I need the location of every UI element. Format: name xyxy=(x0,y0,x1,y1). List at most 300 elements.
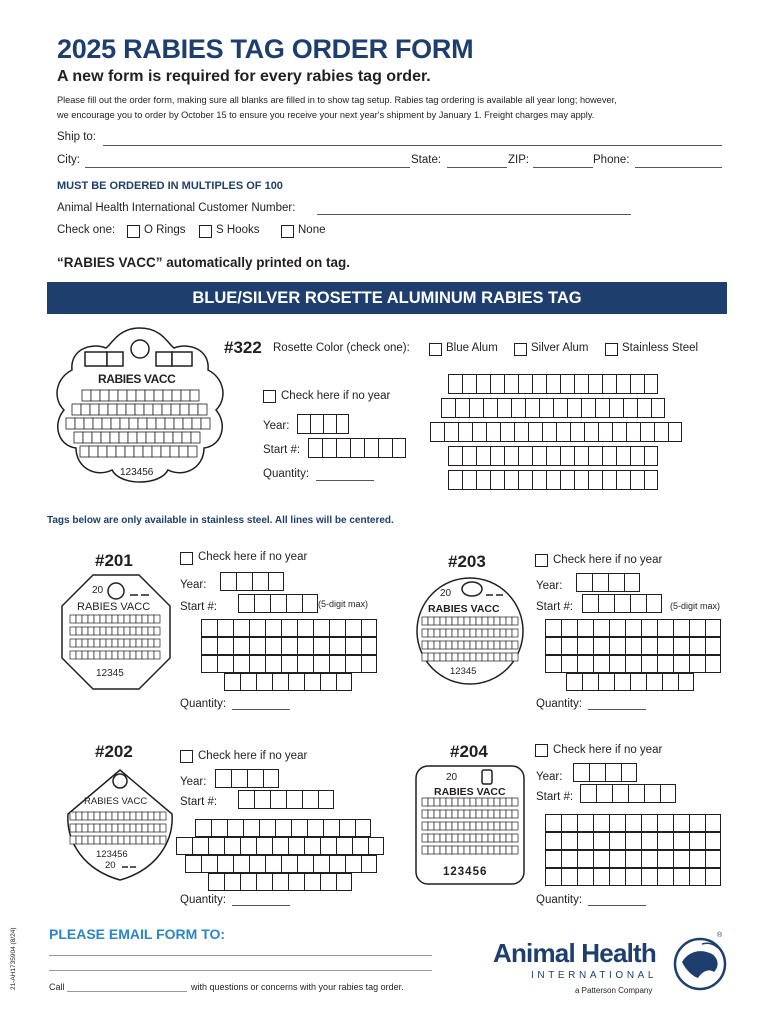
char-box[interactable] xyxy=(577,655,593,673)
tag-204-no-year-checkbox[interactable] xyxy=(535,744,548,757)
char-box[interactable] xyxy=(322,438,336,458)
tag-322-quantity-field[interactable] xyxy=(316,480,374,481)
char-box[interactable] xyxy=(320,837,336,855)
char-box[interactable] xyxy=(602,470,616,490)
char-box[interactable] xyxy=(249,855,265,873)
char-box[interactable] xyxy=(573,763,589,782)
char-box[interactable] xyxy=(542,422,556,442)
state-field[interactable] xyxy=(447,167,507,168)
char-box[interactable] xyxy=(476,374,490,394)
phone-field[interactable] xyxy=(635,167,722,168)
char-box[interactable] xyxy=(532,446,546,466)
tag-203-quantity-field[interactable] xyxy=(588,709,646,710)
char-box[interactable] xyxy=(556,422,570,442)
tag-201-year-boxes[interactable] xyxy=(220,572,284,591)
customer-number-field[interactable] xyxy=(317,214,631,215)
tag-202-no-year-checkbox[interactable] xyxy=(180,750,193,763)
char-box[interactable] xyxy=(545,619,561,637)
char-box[interactable] xyxy=(616,446,630,466)
char-box[interactable] xyxy=(546,470,560,490)
char-box[interactable] xyxy=(689,868,705,886)
s-hooks-checkbox[interactable] xyxy=(199,225,212,238)
char-box[interactable] xyxy=(462,374,476,394)
char-box[interactable] xyxy=(323,414,336,434)
char-box[interactable] xyxy=(238,594,254,613)
tag-203-line-4-boxes[interactable] xyxy=(566,673,694,691)
char-box[interactable] xyxy=(217,619,233,637)
char-box[interactable] xyxy=(641,868,657,886)
char-box[interactable] xyxy=(609,655,625,673)
char-box[interactable] xyxy=(458,422,472,442)
email-field-1[interactable] xyxy=(49,955,432,956)
char-box[interactable] xyxy=(500,422,514,442)
tag-203-start-boxes[interactable] xyxy=(582,594,662,613)
char-box[interactable] xyxy=(272,673,288,691)
tag-202-line-3-boxes[interactable] xyxy=(185,855,377,873)
char-box[interactable] xyxy=(560,470,574,490)
char-box[interactable] xyxy=(644,374,658,394)
char-box[interactable] xyxy=(641,850,657,868)
char-box[interactable] xyxy=(339,819,355,837)
char-box[interactable] xyxy=(651,398,665,418)
char-box[interactable] xyxy=(486,422,500,442)
char-box[interactable] xyxy=(577,832,593,850)
tag-203-line-3-boxes[interactable] xyxy=(545,655,721,673)
char-box[interactable] xyxy=(644,446,658,466)
char-box[interactable] xyxy=(310,414,323,434)
char-box[interactable] xyxy=(705,637,721,655)
zip-field[interactable] xyxy=(533,167,593,168)
char-box[interactable] xyxy=(281,655,297,673)
char-box[interactable] xyxy=(657,814,673,832)
char-box[interactable] xyxy=(561,655,577,673)
char-box[interactable] xyxy=(612,784,628,803)
char-box[interactable] xyxy=(336,414,349,434)
tag-201-line-4-boxes[interactable] xyxy=(224,673,352,691)
char-box[interactable] xyxy=(511,398,525,418)
char-box[interactable] xyxy=(265,637,281,655)
o-rings-checkbox[interactable] xyxy=(127,225,140,238)
char-box[interactable] xyxy=(582,673,598,691)
char-box[interactable] xyxy=(201,619,217,637)
char-box[interactable] xyxy=(673,637,689,655)
char-box[interactable] xyxy=(345,855,361,873)
char-box[interactable] xyxy=(270,594,286,613)
char-box[interactable] xyxy=(313,637,329,655)
char-box[interactable] xyxy=(609,398,623,418)
char-box[interactable] xyxy=(243,819,259,837)
char-box[interactable] xyxy=(577,850,593,868)
blue-alum-checkbox[interactable] xyxy=(429,343,442,356)
char-box[interactable] xyxy=(224,673,240,691)
tag-322-line-3-boxes[interactable] xyxy=(430,422,682,442)
char-box[interactable] xyxy=(313,855,329,873)
tag-201-line-2-boxes[interactable] xyxy=(201,637,377,655)
tag-204-quantity-field[interactable] xyxy=(588,905,646,906)
char-box[interactable] xyxy=(350,438,364,458)
char-box[interactable] xyxy=(490,470,504,490)
char-box[interactable] xyxy=(297,414,310,434)
char-box[interactable] xyxy=(705,655,721,673)
char-box[interactable] xyxy=(705,868,721,886)
char-box[interactable] xyxy=(673,868,689,886)
char-box[interactable] xyxy=(561,832,577,850)
char-box[interactable] xyxy=(592,573,608,592)
char-box[interactable] xyxy=(689,814,705,832)
tag-322-line-2-boxes[interactable] xyxy=(441,398,665,418)
char-box[interactable] xyxy=(614,673,630,691)
char-box[interactable] xyxy=(247,769,263,788)
char-box[interactable] xyxy=(318,790,334,809)
char-box[interactable] xyxy=(553,398,567,418)
char-box[interactable] xyxy=(588,470,602,490)
char-box[interactable] xyxy=(577,814,593,832)
char-box[interactable] xyxy=(628,784,644,803)
tag-322-line-5-boxes[interactable] xyxy=(448,470,658,490)
char-box[interactable] xyxy=(641,655,657,673)
char-box[interactable] xyxy=(288,673,304,691)
char-box[interactable] xyxy=(561,637,577,655)
char-box[interactable] xyxy=(430,422,444,442)
char-box[interactable] xyxy=(612,422,626,442)
char-box[interactable] xyxy=(609,814,625,832)
char-box[interactable] xyxy=(595,398,609,418)
tag-322-start-boxes[interactable] xyxy=(308,438,406,458)
char-box[interactable] xyxy=(678,673,694,691)
char-box[interactable] xyxy=(560,446,574,466)
char-box[interactable] xyxy=(240,873,256,891)
char-box[interactable] xyxy=(566,673,582,691)
char-box[interactable] xyxy=(609,637,625,655)
char-box[interactable] xyxy=(625,814,641,832)
char-box[interactable] xyxy=(593,868,609,886)
char-box[interactable] xyxy=(323,819,339,837)
char-box[interactable] xyxy=(455,398,469,418)
char-box[interactable] xyxy=(673,850,689,868)
char-box[interactable] xyxy=(441,398,455,418)
tag-322-year-boxes[interactable] xyxy=(297,414,349,434)
char-box[interactable] xyxy=(644,470,658,490)
char-box[interactable] xyxy=(224,873,240,891)
char-box[interactable] xyxy=(286,594,302,613)
char-box[interactable] xyxy=(608,573,624,592)
char-box[interactable] xyxy=(588,374,602,394)
char-box[interactable] xyxy=(630,673,646,691)
tag-204-line-3-boxes[interactable] xyxy=(545,850,721,868)
char-box[interactable] xyxy=(518,374,532,394)
char-box[interactable] xyxy=(546,374,560,394)
char-box[interactable] xyxy=(233,619,249,637)
char-box[interactable] xyxy=(272,873,288,891)
char-box[interactable] xyxy=(630,470,644,490)
char-box[interactable] xyxy=(545,868,561,886)
char-box[interactable] xyxy=(616,374,630,394)
char-box[interactable] xyxy=(211,819,227,837)
char-box[interactable] xyxy=(233,637,249,655)
char-box[interactable] xyxy=(574,374,588,394)
char-box[interactable] xyxy=(657,655,673,673)
char-box[interactable] xyxy=(448,446,462,466)
char-box[interactable] xyxy=(256,837,272,855)
char-box[interactable] xyxy=(689,850,705,868)
char-box[interactable] xyxy=(265,655,281,673)
char-box[interactable] xyxy=(462,470,476,490)
char-box[interactable] xyxy=(598,673,614,691)
char-box[interactable] xyxy=(581,398,595,418)
char-box[interactable] xyxy=(593,832,609,850)
char-box[interactable] xyxy=(705,814,721,832)
char-box[interactable] xyxy=(689,637,705,655)
char-box[interactable] xyxy=(227,819,243,837)
char-box[interactable] xyxy=(238,790,254,809)
char-box[interactable] xyxy=(275,819,291,837)
char-box[interactable] xyxy=(240,837,256,855)
char-box[interactable] xyxy=(281,855,297,873)
char-box[interactable] xyxy=(192,837,208,855)
char-box[interactable] xyxy=(570,422,584,442)
char-box[interactable] xyxy=(281,619,297,637)
char-box[interactable] xyxy=(593,814,609,832)
char-box[interactable] xyxy=(302,594,318,613)
char-box[interactable] xyxy=(657,832,673,850)
char-box[interactable] xyxy=(621,763,637,782)
char-box[interactable] xyxy=(625,850,641,868)
char-box[interactable] xyxy=(582,594,598,613)
char-box[interactable] xyxy=(596,784,612,803)
char-box[interactable] xyxy=(584,422,598,442)
char-box[interactable] xyxy=(448,470,462,490)
char-box[interactable] xyxy=(249,619,265,637)
char-box[interactable] xyxy=(673,655,689,673)
tag-203-line-2-boxes[interactable] xyxy=(545,637,721,655)
char-box[interactable] xyxy=(256,873,272,891)
char-box[interactable] xyxy=(256,673,272,691)
char-box[interactable] xyxy=(545,637,561,655)
char-box[interactable] xyxy=(448,374,462,394)
char-box[interactable] xyxy=(518,446,532,466)
char-box[interactable] xyxy=(602,446,616,466)
char-box[interactable] xyxy=(313,655,329,673)
char-box[interactable] xyxy=(254,790,270,809)
tag-201-start-boxes[interactable] xyxy=(238,594,318,613)
char-box[interactable] xyxy=(605,763,621,782)
char-box[interactable] xyxy=(577,868,593,886)
char-box[interactable] xyxy=(329,637,345,655)
char-box[interactable] xyxy=(641,637,657,655)
tag-203-no-year-checkbox[interactable] xyxy=(535,554,548,567)
tag-322-no-year-checkbox[interactable] xyxy=(263,390,276,403)
city-field[interactable] xyxy=(85,167,410,168)
char-box[interactable] xyxy=(361,619,377,637)
char-box[interactable] xyxy=(392,438,406,458)
char-box[interactable] xyxy=(336,837,352,855)
char-box[interactable] xyxy=(673,814,689,832)
char-box[interactable] xyxy=(560,374,574,394)
char-box[interactable] xyxy=(288,873,304,891)
char-box[interactable] xyxy=(201,637,217,655)
char-box[interactable] xyxy=(593,850,609,868)
char-box[interactable] xyxy=(514,422,528,442)
char-box[interactable] xyxy=(630,446,644,466)
tag-201-line-3-boxes[interactable] xyxy=(201,655,377,673)
char-box[interactable] xyxy=(625,637,641,655)
char-box[interactable] xyxy=(625,832,641,850)
char-box[interactable] xyxy=(593,619,609,637)
char-box[interactable] xyxy=(532,470,546,490)
char-box[interactable] xyxy=(580,784,596,803)
tag-203-year-boxes[interactable] xyxy=(576,573,640,592)
char-box[interactable] xyxy=(329,855,345,873)
tag-202-line-1-boxes[interactable] xyxy=(195,819,371,837)
char-box[interactable] xyxy=(528,422,542,442)
char-box[interactable] xyxy=(352,837,368,855)
char-box[interactable] xyxy=(313,619,329,637)
tag-201-quantity-field[interactable] xyxy=(232,709,290,710)
char-box[interactable] xyxy=(644,784,660,803)
char-box[interactable] xyxy=(265,855,281,873)
char-box[interactable] xyxy=(217,855,233,873)
char-box[interactable] xyxy=(657,637,673,655)
char-box[interactable] xyxy=(217,655,233,673)
char-box[interactable] xyxy=(259,819,275,837)
char-box[interactable] xyxy=(657,850,673,868)
char-box[interactable] xyxy=(689,832,705,850)
char-box[interactable] xyxy=(288,837,304,855)
char-box[interactable] xyxy=(220,572,236,591)
char-box[interactable] xyxy=(345,655,361,673)
char-box[interactable] xyxy=(598,594,614,613)
char-box[interactable] xyxy=(236,572,252,591)
char-box[interactable] xyxy=(355,819,371,837)
char-box[interactable] xyxy=(233,655,249,673)
char-box[interactable] xyxy=(641,814,657,832)
char-box[interactable] xyxy=(705,619,721,637)
char-box[interactable] xyxy=(625,868,641,886)
char-box[interactable] xyxy=(641,619,657,637)
char-box[interactable] xyxy=(249,655,265,673)
char-box[interactable] xyxy=(689,619,705,637)
tag-204-start-boxes[interactable] xyxy=(580,784,676,803)
tag-202-line-4-boxes[interactable] xyxy=(208,873,352,891)
char-box[interactable] xyxy=(574,446,588,466)
char-box[interactable] xyxy=(444,422,458,442)
tag-204-line-2-boxes[interactable] xyxy=(545,832,721,850)
char-box[interactable] xyxy=(270,790,286,809)
char-box[interactable] xyxy=(185,855,201,873)
char-box[interactable] xyxy=(252,572,268,591)
char-box[interactable] xyxy=(525,398,539,418)
char-box[interactable] xyxy=(654,422,668,442)
tag-204-line-1-boxes[interactable] xyxy=(545,814,721,832)
char-box[interactable] xyxy=(545,832,561,850)
char-box[interactable] xyxy=(233,855,249,873)
char-box[interactable] xyxy=(577,637,593,655)
char-box[interactable] xyxy=(336,873,352,891)
char-box[interactable] xyxy=(469,398,483,418)
tag-201-line-1-boxes[interactable] xyxy=(201,619,377,637)
char-box[interactable] xyxy=(561,868,577,886)
char-box[interactable] xyxy=(320,673,336,691)
char-box[interactable] xyxy=(657,619,673,637)
char-box[interactable] xyxy=(630,374,644,394)
char-box[interactable] xyxy=(609,868,625,886)
char-box[interactable] xyxy=(640,422,654,442)
char-box[interactable] xyxy=(660,784,676,803)
char-box[interactable] xyxy=(329,655,345,673)
char-box[interactable] xyxy=(497,398,511,418)
tag-202-quantity-field[interactable] xyxy=(232,905,290,906)
tag-204-year-boxes[interactable] xyxy=(573,763,637,782)
char-box[interactable] xyxy=(625,655,641,673)
char-box[interactable] xyxy=(224,837,240,855)
char-box[interactable] xyxy=(483,398,497,418)
char-box[interactable] xyxy=(308,438,322,458)
char-box[interactable] xyxy=(576,573,592,592)
char-box[interactable] xyxy=(195,819,211,837)
char-box[interactable] xyxy=(614,594,630,613)
char-box[interactable] xyxy=(646,594,662,613)
char-box[interactable] xyxy=(231,769,247,788)
char-box[interactable] xyxy=(307,819,323,837)
char-box[interactable] xyxy=(609,850,625,868)
char-box[interactable] xyxy=(490,446,504,466)
tag-202-year-boxes[interactable] xyxy=(215,769,279,788)
char-box[interactable] xyxy=(304,673,320,691)
char-box[interactable] xyxy=(545,814,561,832)
char-box[interactable] xyxy=(626,422,640,442)
char-box[interactable] xyxy=(593,637,609,655)
char-box[interactable] xyxy=(539,398,553,418)
char-box[interactable] xyxy=(378,438,392,458)
char-box[interactable] xyxy=(561,814,577,832)
char-box[interactable] xyxy=(504,446,518,466)
char-box[interactable] xyxy=(249,637,265,655)
char-box[interactable] xyxy=(176,837,192,855)
char-box[interactable] xyxy=(476,470,490,490)
char-box[interactable] xyxy=(593,655,609,673)
char-box[interactable] xyxy=(297,655,313,673)
char-box[interactable] xyxy=(546,446,560,466)
char-box[interactable] xyxy=(268,572,284,591)
char-box[interactable] xyxy=(345,619,361,637)
char-box[interactable] xyxy=(705,850,721,868)
char-box[interactable] xyxy=(625,619,641,637)
char-box[interactable] xyxy=(616,470,630,490)
char-box[interactable] xyxy=(630,594,646,613)
char-box[interactable] xyxy=(689,655,705,673)
char-box[interactable] xyxy=(673,832,689,850)
char-box[interactable] xyxy=(589,763,605,782)
char-box[interactable] xyxy=(263,769,279,788)
char-box[interactable] xyxy=(302,790,318,809)
char-box[interactable] xyxy=(476,446,490,466)
char-box[interactable] xyxy=(281,637,297,655)
char-box[interactable] xyxy=(291,819,307,837)
char-box[interactable] xyxy=(490,374,504,394)
char-box[interactable] xyxy=(320,873,336,891)
tag-204-line-4-boxes[interactable] xyxy=(545,868,721,886)
char-box[interactable] xyxy=(336,673,352,691)
char-box[interactable] xyxy=(641,832,657,850)
tag-201-no-year-checkbox[interactable] xyxy=(180,552,193,565)
tag-202-line-2-boxes[interactable] xyxy=(176,837,384,855)
char-box[interactable] xyxy=(240,673,256,691)
char-box[interactable] xyxy=(518,470,532,490)
char-box[interactable] xyxy=(662,673,678,691)
char-box[interactable] xyxy=(567,398,581,418)
char-box[interactable] xyxy=(265,619,281,637)
char-box[interactable] xyxy=(329,619,345,637)
